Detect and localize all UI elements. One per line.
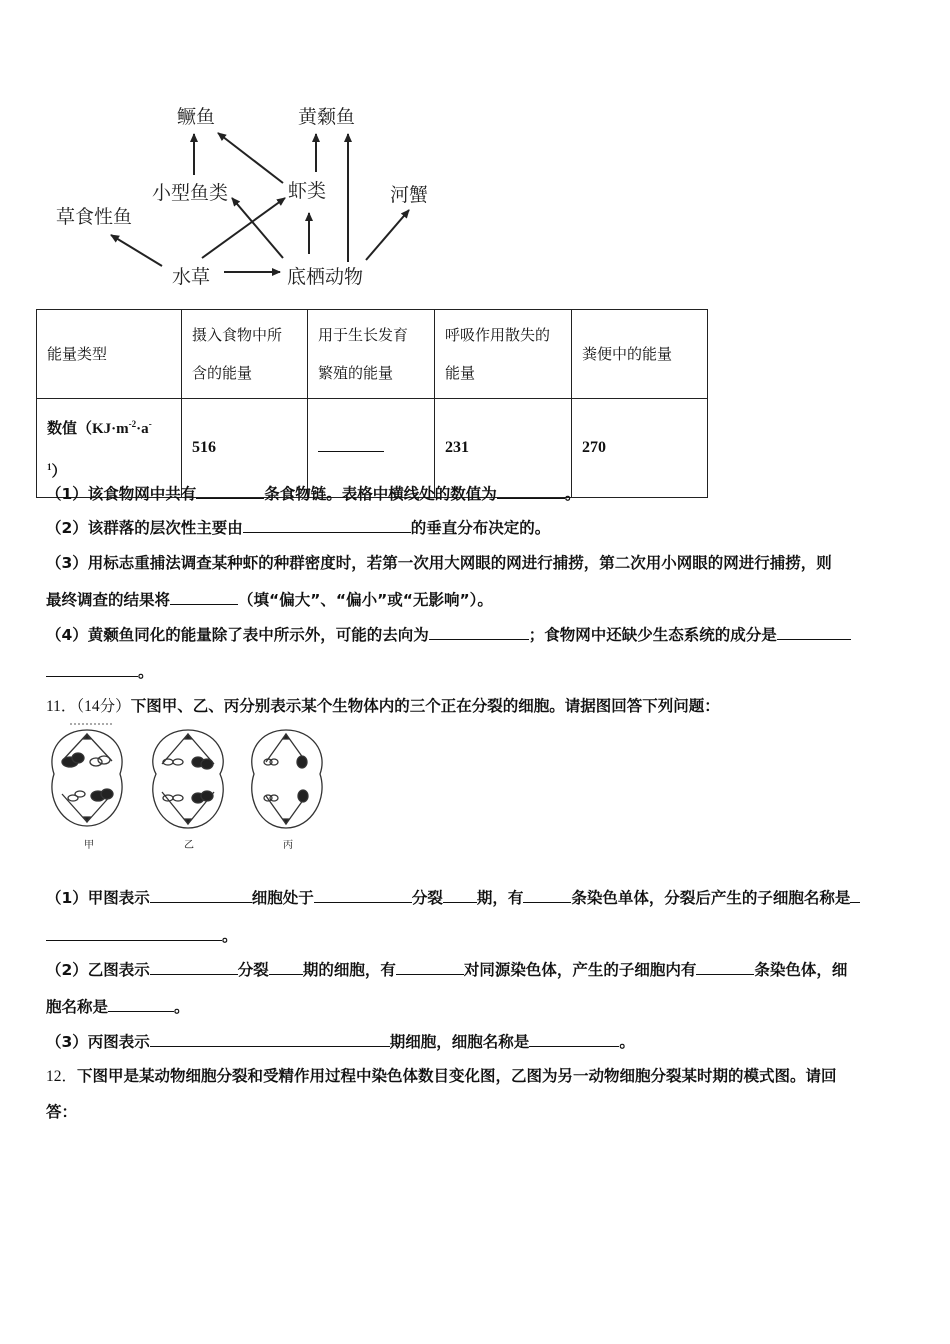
node-shuicao: 水草 (172, 266, 211, 288)
cell-division-figures (40, 716, 340, 856)
q10-part4-line2: 。 (46, 660, 154, 682)
node-guiyu: 鳜鱼 (177, 106, 216, 128)
cell-jia (52, 730, 122, 826)
table-cell: 用于生长发育 繁殖的能量 (308, 310, 435, 399)
table-cell: 摄入食物中所 含的能量 (182, 310, 308, 399)
node-diqidongwu: 底栖动物 (287, 266, 364, 288)
answer-blank[interactable] (170, 588, 238, 605)
energy-table (36, 309, 708, 498)
answer-blank[interactable] (529, 1030, 619, 1047)
cell-yi (153, 730, 223, 828)
answer-blank[interactable] (318, 435, 384, 452)
table-cell: 270 (572, 399, 708, 498)
q11-part3: （3）丙图表示 期细胞，细胞名称是 。 (46, 1030, 635, 1052)
answer-blank[interactable] (696, 958, 754, 975)
answer-blank[interactable] (523, 886, 571, 903)
q11-part2-line1: （2）乙图表示 分裂 期的细胞，有 对同源染色体，产生的子细胞内有 条染色体，细 (46, 958, 847, 980)
answer-blank[interactable] (429, 623, 529, 640)
q10-part2: （2）该群落的层次性主要由 的垂直分布决定的。 (46, 516, 550, 538)
q10-part3-line1: （3）用标志重捕法调查某种虾的种群密度时，若第一次用大网眼的网进行捕捞，第二次用小网眼的网进行捕捞，则 (46, 554, 832, 572)
node-xialei: 虾类 (288, 180, 327, 202)
answer-blank[interactable] (777, 623, 851, 640)
table-cell: 231 (435, 399, 572, 498)
q10-part1: （1）该食物网中共有 条食物链。表格中横线处的数值为 。 (46, 482, 580, 504)
table-cell: 粪便中的能量 (572, 310, 708, 399)
answer-blank[interactable] (497, 482, 565, 499)
answer-blank[interactable] (150, 1030, 390, 1047)
answer-blank[interactable] (314, 886, 412, 903)
table-cell: 能量类型 (37, 310, 182, 399)
answer-blank[interactable] (108, 995, 174, 1012)
food-web-arrows (0, 0, 950, 300)
node-caoshixingyu: 草食性鱼 (56, 206, 133, 228)
q10-part4-line1: （4）黄颡鱼同化的能量除了表中所示外，可能的去向为 ；食物网中还缺少生态系统的成分是 (46, 623, 851, 645)
table-cell: 数值（$KJ\cdot m^{-2}\cdot a^-$ $^1$） (37, 399, 182, 498)
answer-blank[interactable] (269, 958, 303, 975)
node-huangsangyu: 黄颡鱼 (298, 106, 356, 128)
node-xiaoxingyulei: 小型鱼类 (152, 182, 229, 204)
caption-jia: 甲 (84, 840, 94, 851)
q11-part1-line1: （1）甲图表示 细胞处于 分裂 期，有 条染色单体，分裂后产生的子细胞名称是 (46, 886, 860, 908)
answer-blank[interactable] (46, 660, 138, 677)
arrow-xia-to-guiyu (218, 133, 283, 183)
q11-part2-line2: 胞名称是 。 (46, 995, 190, 1017)
arrow-diqi-to-hexie (366, 210, 409, 260)
answer-blank[interactable] (443, 886, 477, 903)
caption-yi: 乙 (184, 840, 194, 851)
table-cell: 呼吸作用散失的 能量 (435, 310, 572, 399)
table-cell: 516 (182, 399, 308, 498)
answer-blank[interactable] (850, 886, 860, 903)
answer-blank[interactable] (150, 886, 252, 903)
arrow-shuicao-to-xia (202, 198, 285, 258)
answer-blank[interactable] (196, 482, 264, 499)
table-row (37, 310, 708, 399)
q12-line2: 答： (46, 1103, 78, 1121)
answer-blank[interactable] (150, 958, 238, 975)
q11-stem: 11．（14分）下图甲、乙、丙分别表示某个生物体内的三个正在分裂的细胞。请据图回答下列问题： (46, 697, 720, 715)
arrow-shuicao-to-caoshi (111, 235, 162, 266)
q11-part1-line2: 。 (46, 924, 238, 946)
cell-bing (252, 730, 322, 828)
node-hexie: 河蟹 (390, 184, 429, 206)
caption-bing: 丙 (283, 840, 293, 851)
q10-part3-line2: 最终调查的结果将 （填“偏大”、“偏小”或“无影响”）。 (46, 588, 493, 610)
answer-blank[interactable] (46, 924, 222, 941)
arrow-diqi-to-xiaoxing (232, 198, 283, 258)
q12-line1: 12．下图甲是某动物细胞分裂和受精作用过程中染色体数目变化图，乙图为另一动物细胞分裂某时期的模式图。请回 (46, 1067, 837, 1085)
answer-blank[interactable] (396, 958, 464, 975)
answer-blank[interactable] (243, 516, 411, 533)
